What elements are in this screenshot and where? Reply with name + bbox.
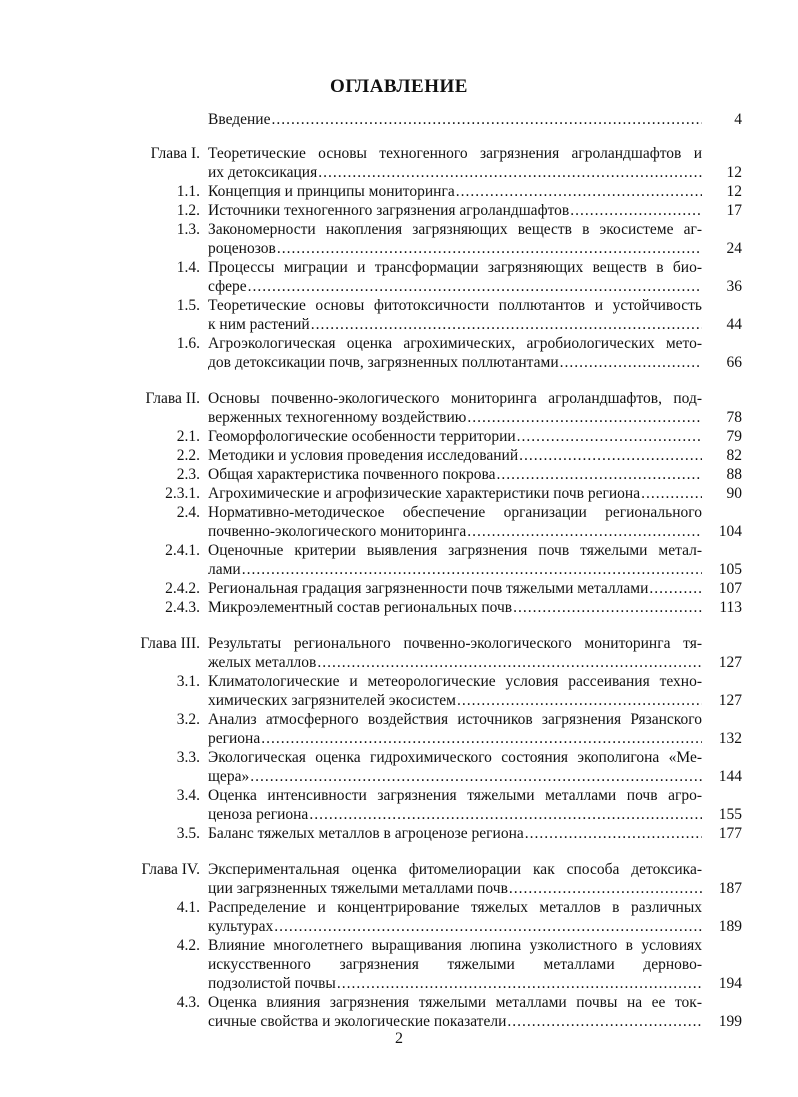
toc-entry-page: 90 [726, 485, 742, 502]
toc-entry-line-last [208, 353, 702, 372]
toc-entry-line: Оценка интенсивности загрязнения тяжелыми металлами почв агро- [208, 787, 702, 804]
dot-leader [518, 446, 702, 465]
toc-entry-title [208, 748, 702, 786]
toc-entry-title [208, 220, 702, 258]
toc-entry-line-text: Микроэлементный состав региональных почв [208, 599, 513, 616]
toc-entry-title [208, 541, 702, 579]
dot-leader [310, 315, 702, 334]
toc-entry [0, 220, 798, 258]
toc-entry-line-text: почвенно-экологического мониторинга [208, 523, 467, 540]
dot-leader [640, 484, 702, 503]
toc-entry-line-text: региона [208, 730, 261, 747]
toc-entry-title [208, 936, 702, 993]
dot-leader [247, 277, 702, 296]
toc-entry [0, 672, 798, 710]
toc-entry-page: 107 [718, 580, 742, 597]
toc-entry-line-text: Источники техногенного загрязнения агроландшафтов [208, 202, 570, 219]
toc-entry-page: 144 [718, 768, 742, 785]
toc-entry-line-last [208, 277, 702, 296]
toc-entry-line-text: ции загрязненных тяжелыми металлами почв [208, 880, 508, 897]
toc-entry-title [208, 334, 702, 372]
dot-leader [508, 879, 702, 898]
toc-entry-title [208, 389, 702, 427]
toc-entry [0, 427, 798, 446]
toc-entry-line-last [208, 446, 702, 465]
toc-entry [0, 484, 798, 503]
toc-entry [0, 201, 798, 220]
toc-entry-line-last [208, 579, 702, 598]
dot-leader [455, 182, 702, 201]
toc-entry-page: 44 [726, 316, 742, 333]
toc-entry-line-last [208, 315, 702, 334]
toc-entry-page: 177 [718, 825, 742, 842]
toc-entry-line-last [208, 824, 702, 843]
toc-entry-line-last [208, 408, 702, 427]
toc-entry-number: 4.2. [176, 937, 200, 954]
toc-entry-title [208, 598, 702, 617]
toc-entry-page: 127 [718, 654, 742, 671]
toc-entry-title [208, 201, 702, 220]
toc-entry-page: 4 [734, 111, 742, 128]
toc-entry-line-text: щера» [208, 768, 250, 785]
toc-entry-title [208, 579, 702, 598]
toc-entry-page: 82 [726, 447, 742, 464]
toc-entry [0, 993, 798, 1031]
toc-entry-line-last [208, 1012, 702, 1031]
toc-entry-number: Глава III. [140, 635, 200, 652]
toc-entry-title [208, 427, 702, 446]
toc-entry-line-last [208, 560, 702, 579]
toc-entry [0, 110, 798, 129]
toc-entry-line: искусственного загрязнения тяжелыми металлами дерново- [208, 956, 702, 973]
toc-entry-title [208, 484, 702, 503]
toc-entry-line-text: Концепция и принципы мониторинга [208, 183, 455, 200]
toc-entry [0, 598, 798, 617]
toc-entry-line-text: дов детоксикации почв, загрязненных поллютантами [208, 354, 559, 371]
toc-entry-line-text: к ним растений [208, 316, 310, 333]
toc-entry-number: Глава II. [145, 390, 200, 407]
toc-entry-number: 1.6. [176, 335, 200, 352]
toc-entry-page: 79 [726, 428, 742, 445]
toc-entry-title [208, 182, 702, 201]
toc-entry-page: 132 [718, 730, 742, 747]
dot-leader [466, 522, 702, 541]
toc-entry-page: 105 [718, 561, 742, 578]
toc-entry-title [208, 144, 702, 182]
toc-entry-line-last [208, 201, 702, 220]
toc-entry-page: 66 [726, 354, 742, 371]
toc-entry-title [208, 258, 702, 296]
toc-chapter [0, 634, 798, 672]
page-number: 2 [395, 1030, 403, 1047]
toc-entry-title [208, 110, 702, 129]
toc-entry-line-last [208, 522, 702, 541]
toc-entry-number: 2.4.2. [165, 580, 200, 597]
toc-entry-page: 78 [726, 409, 742, 426]
toc-entry-page: 194 [718, 975, 742, 992]
dot-leader [276, 239, 702, 258]
toc-entry [0, 936, 798, 993]
toc-entry-page: 104 [718, 523, 742, 540]
toc-entry [0, 296, 798, 334]
dot-leader [270, 110, 702, 129]
toc-entry-line-text: подзолистой почвы [208, 975, 336, 992]
dot-leader [308, 805, 702, 824]
dot-leader [336, 974, 702, 993]
toc-entry-line: Результаты регионального почвенно-экологического мониторинга тя- [208, 635, 702, 652]
toc-entry-line: Влияние многолетнего выращивания люпина узколистного в условиях [208, 937, 702, 954]
toc-entry-line-text: сичные свойства и экологические показатели [208, 1013, 507, 1030]
toc-entry-page: 155 [718, 806, 742, 823]
toc-entry-number: 1.4. [176, 259, 200, 276]
toc-entry-title [208, 786, 702, 824]
toc-entry-title [208, 860, 702, 898]
toc-entry [0, 898, 798, 936]
toc-entry-line-last [208, 465, 702, 484]
toc-entry-page: 36 [726, 278, 742, 295]
toc-entry-line: Экспериментальная оценка фитомелиорации как способа детоксика- [208, 861, 702, 878]
toc-entry-line: Нормативно-методическое обеспечение организации регионального [208, 504, 702, 521]
toc-entry-line-text: лами [208, 561, 241, 578]
toc-entry-number: 3.4. [176, 787, 200, 804]
toc-entry-page: 12 [726, 183, 742, 200]
dot-leader [648, 579, 702, 598]
toc-entry-page: 12 [726, 164, 742, 181]
toc-entry-number: Глава IV. [141, 861, 200, 878]
toc-entry-line-text: Введение [208, 111, 271, 128]
toc-entry-line: Экологическая оценка гидрохимического состояния экополигона «Ме- [208, 749, 702, 766]
toc-entry-line: Климатологические и метеорологические условия рассеивания техно- [208, 673, 702, 690]
toc-entry-number: 1.5. [176, 297, 200, 314]
toc-entry-line-text: Агрохимические и агрофизические характеристики почв региона [208, 485, 641, 502]
toc-entry [0, 748, 798, 786]
toc-entry-number: 2.2. [176, 447, 200, 464]
toc-entry-title [208, 503, 702, 541]
toc-entry-number: 1.3. [176, 221, 200, 238]
toc-entry-number: 2.4.3. [165, 599, 200, 616]
dot-leader [559, 353, 702, 372]
toc-entry-number: 2.3.1. [165, 485, 200, 502]
toc-entry-line-text: роценозов [208, 240, 276, 257]
toc-entry-title [208, 672, 702, 710]
toc-entry-number: 2.1. [176, 428, 200, 445]
toc-entry-title [208, 634, 702, 672]
toc-entry-line-text: их детоксикация [208, 164, 318, 181]
toc-entry-line-text: Методики и условия проведения исследований [208, 447, 519, 464]
dot-leader [466, 408, 702, 427]
toc-entry-line-last [208, 974, 702, 993]
toc-entry-line-last [208, 767, 702, 786]
toc-entry-page: 17 [726, 202, 742, 219]
toc-entry-title [208, 465, 702, 484]
toc-entry-page: 88 [726, 466, 742, 483]
dot-leader [569, 201, 702, 220]
toc-entry-line-text: Геоморфологические особенности территории [208, 428, 516, 445]
toc-entry-number: 3.5. [176, 825, 200, 842]
toc-entry-number: 3.2. [176, 711, 200, 728]
toc-entry-line: Теоретические основы фитотоксичности поллютантов и устойчивость [208, 297, 702, 314]
toc-entry-line-text: верженных техногенному воздействию [208, 409, 467, 426]
toc-entry-title [208, 824, 702, 843]
dot-leader [506, 1012, 702, 1031]
toc-entry [0, 446, 798, 465]
toc-entry-line: Агроэкологическая оценка агрохимических, агробиологических мето- [208, 335, 702, 352]
toc-entry-line-last [208, 653, 702, 672]
toc-entry-line: Оценочные критерии выявления загрязнения почв тяжелыми метал- [208, 542, 702, 559]
toc-entry [0, 579, 798, 598]
toc-entry-number: 3.1. [176, 673, 200, 690]
toc-entry-line-last [208, 239, 702, 258]
toc-entry-number: Глава I. [150, 145, 200, 162]
toc-entry-number: 2.4.1. [165, 542, 200, 559]
toc-entry-line: Распределение и концентрирование тяжелых металлов в различных [208, 899, 702, 916]
toc-entry-line-last [208, 729, 702, 748]
dot-leader [496, 465, 702, 484]
toc-entry-line-text: Общая характеристика почвенного покрова [208, 466, 496, 483]
dot-leader [456, 691, 702, 710]
dot-leader [260, 729, 702, 748]
toc-chapter [0, 860, 798, 898]
toc-entry-line-last [208, 805, 702, 824]
dot-leader [524, 824, 702, 843]
toc-entry-line-text: ценоза региона [208, 806, 309, 823]
toc-entry-line: Теоретические основы техногенного загрязнения агроландшафтов и [208, 145, 702, 162]
toc-entry-line-last [208, 182, 702, 201]
dot-leader [512, 598, 702, 617]
toc-entry-page: 127 [718, 692, 742, 709]
dot-leader [316, 653, 702, 672]
toc-entry-number: 2.4. [176, 504, 200, 521]
dot-leader [273, 917, 702, 936]
toc-entry [0, 824, 798, 843]
dot-leader [317, 163, 702, 182]
toc-entry-line-last [208, 484, 702, 503]
toc-entry-title [208, 898, 702, 936]
toc-entry-line: Анализ атмосферного воздействия источников загрязнения Рязанского [208, 711, 702, 728]
toc-entry-line-text: сфере [208, 278, 247, 295]
toc-entry-line: Закономерности накопления загрязняющих веществ в экосистеме аг- [208, 221, 702, 238]
toc-entry-title [208, 446, 702, 465]
toc-entry-line-last [208, 427, 702, 446]
toc-entry-line-last [208, 691, 702, 710]
toc-chapter [0, 389, 798, 427]
dot-leader [241, 560, 702, 579]
toc-entry-title [208, 296, 702, 334]
dot-leader [516, 427, 702, 446]
toc-entry-line-last [208, 163, 702, 182]
toc-entry [0, 465, 798, 484]
toc-entry-title [208, 710, 702, 748]
toc-entry-line-text: культурах [208, 918, 274, 935]
toc-entry-line-last [208, 110, 702, 129]
toc-entry-title [208, 993, 702, 1031]
toc-entry-page: 199 [718, 1013, 742, 1030]
toc-entry-number: 1.2. [176, 202, 200, 219]
toc-entry-line-last [208, 917, 702, 936]
toc-entry-page: 187 [718, 880, 742, 897]
toc-entry-line: Основы почвенно-экологического мониторинга агроландшафтов, под- [208, 390, 702, 407]
toc-entry-line-last [208, 879, 702, 898]
toc-entry-page: 113 [719, 599, 742, 616]
toc-entry-line-text: желых металлов [208, 654, 317, 671]
toc-entry-page: 189 [718, 918, 742, 935]
toc-entry [0, 182, 798, 201]
page-title: ОГЛАВЛЕНИЕ [330, 76, 468, 97]
toc-entry [0, 258, 798, 296]
toc-entry [0, 503, 798, 541]
dot-leader [249, 767, 702, 786]
toc-entry-line-text: Баланс тяжелых металлов в агроценозе региона [208, 825, 524, 842]
toc-entry-page: 24 [726, 240, 742, 257]
toc-entry-number: 4.3. [176, 994, 200, 1011]
toc-entry-number: 1.1. [176, 183, 200, 200]
toc-entry-number: 3.3. [176, 749, 200, 766]
toc-entry-number: 4.1. [176, 899, 200, 916]
toc-entry-line-text: химических загрязнителей экосистем [208, 692, 456, 709]
toc-entry [0, 541, 798, 579]
toc-entry [0, 334, 798, 372]
toc-chapter [0, 144, 798, 182]
toc-entry [0, 710, 798, 748]
toc-entry-line-text: Региональная градация загрязненности почв тяжелыми металлами [208, 580, 649, 597]
toc-entry-line-last [208, 598, 702, 617]
toc-entry-line: Процессы миграции и трансформации загрязняющих веществ в био- [208, 259, 702, 276]
toc-entry-number: 2.3. [176, 466, 200, 483]
toc-entry [0, 786, 798, 824]
toc-entry-line: Оценка влияния загрязнения тяжелыми металлами почвы на ее ток- [208, 994, 702, 1011]
